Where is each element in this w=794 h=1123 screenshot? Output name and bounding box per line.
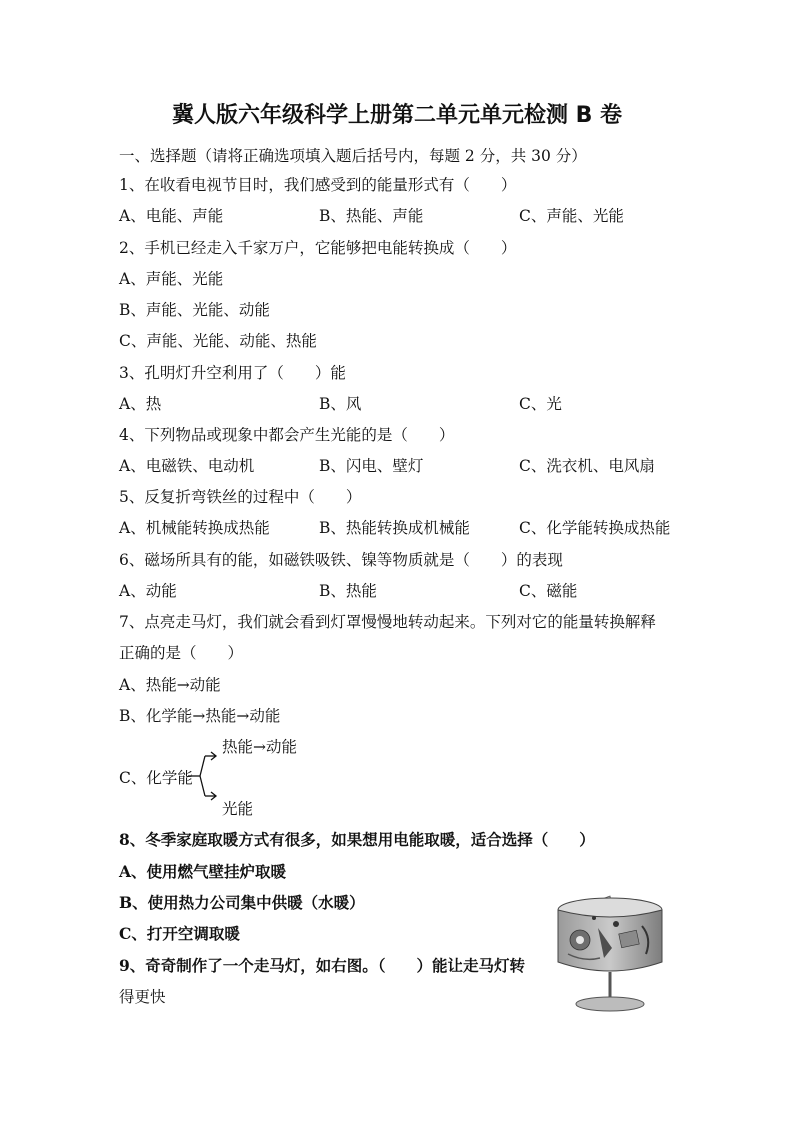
question-2-stem: 2、手机已经走入千家万户，它能够把电能转换成（ ） (119, 239, 517, 257)
question-5-stem: 5、反复折弯铁丝的过程中（ ） (119, 488, 362, 506)
question-7-option-c-lower: 光能 (222, 800, 254, 818)
question-5-option-a: A、机械能转换成热能 (119, 519, 270, 537)
question-7-option-a: A、热能→动能 (119, 676, 221, 694)
question-5-option-c: C、化学能转换成热能 (519, 519, 671, 537)
question-3-option-b: B、风 (319, 395, 362, 413)
question-9-stem-line2: 得更快 (119, 988, 166, 1006)
question-3-stem: 3、孔明灯升空利用了（ ）能 (119, 364, 346, 382)
question-1-option-a: A、电能、声能 (119, 207, 224, 225)
question-1-option-c: C、声能、光能 (519, 207, 624, 225)
question-4-option-c: C、洗衣机、电风扇 (519, 457, 655, 475)
question-7-option-c-upper: 热能→动能 (222, 738, 297, 756)
question-7-stem-line1: 7、点亮走马灯，我们就会看到灯罩慢慢地转动起来。下列对它的能量转换解释 (119, 613, 656, 631)
question-8-option-b: B、使用热力公司集中供暖（水暖） (119, 893, 365, 912)
branch-arrow-icon (186, 750, 222, 802)
question-6-stem: 6、磁场所具有的能，如磁铁吸铁、镍等物质就是（ ）的表现 (119, 551, 563, 569)
question-8-stem: 8、冬季家庭取暖方式有很多，如果想用电能取暖，适合选择（ ） (119, 830, 595, 849)
question-6-option-a: A、动能 (119, 582, 177, 600)
page-title: 冀人版六年级科学上册第二单元单元检测 B 卷 (171, 103, 623, 128)
question-4-option-b: B、闪电、壁灯 (319, 457, 424, 475)
question-6-option-b: B、热能 (319, 582, 377, 600)
question-4-option-a: A、电磁铁、电动机 (119, 457, 255, 475)
question-9-stem-line1: 9、奇奇制作了一个走马灯，如右图。（ ）能让走马灯转 (119, 956, 526, 975)
question-2-option-a: A、声能、光能 (119, 270, 224, 288)
question-2-option-c: C、声能、光能、动能、热能 (119, 332, 317, 350)
question-3-option-c: C、光 (519, 395, 562, 413)
question-5-option-b: B、热能转换成机械能 (319, 519, 470, 537)
revolving-lantern-image (554, 888, 666, 1016)
question-7-option-c-prefix: C、化学能 (119, 769, 193, 787)
question-6-option-c: C、磁能 (519, 582, 578, 600)
section-heading: 一、选择题（请将正确选项填入题后括号内，每题 2 分，共 30 分） (119, 147, 587, 165)
question-7-option-b: B、化学能→热能→动能 (119, 707, 281, 725)
question-8-option-c: C、打开空调取暖 (119, 924, 240, 943)
question-1-option-b: B、热能、声能 (319, 207, 424, 225)
question-2-option-b: B、声能、光能、动能 (119, 301, 270, 319)
question-4-stem: 4、下列物品或现象中都会产生光能的是（ ） (119, 426, 455, 444)
question-1-stem: 1、在收看电视节目时，我们感受到的能量形式有（ ） (119, 176, 517, 194)
question-7-stem-line2: 正确的是（ ） (119, 644, 244, 662)
question-8-option-a: A、使用燃气壁挂炉取暖 (119, 862, 287, 881)
question-3-option-a: A、热 (119, 395, 162, 413)
